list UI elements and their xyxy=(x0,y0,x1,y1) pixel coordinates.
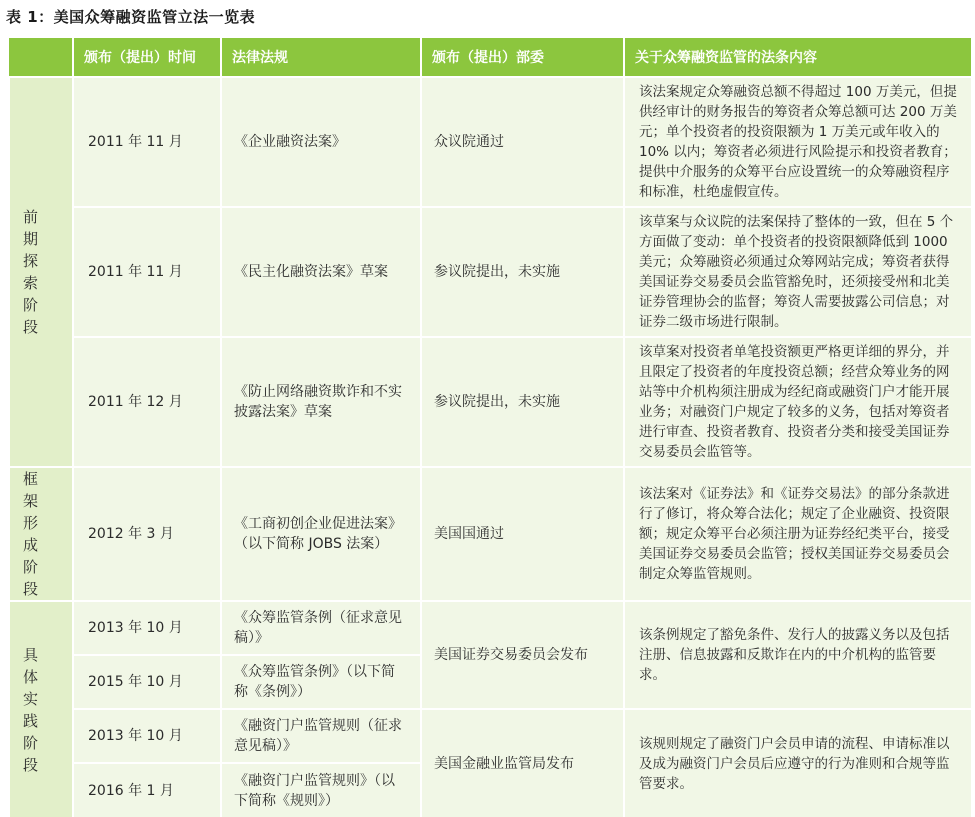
law-cell: 《众筹监管条例（征求意见稿）》 xyxy=(221,601,421,655)
table-row xyxy=(9,207,971,337)
stage-cell-practice xyxy=(9,601,73,817)
table-row xyxy=(9,467,971,601)
legislation-table xyxy=(8,38,971,817)
law-cell: 《融资门户监管规则（征求意见稿）》 xyxy=(221,709,421,763)
time-cell: 2011 年 12 月 xyxy=(73,337,221,467)
law-cell: 《工商初创企业促进法案》（以下简称 JOBS 法案） xyxy=(221,467,421,601)
header-stage xyxy=(9,38,73,77)
table-header-row xyxy=(9,38,971,77)
content-cell: 该草案与众议院的法案保持了整体的一致，但在 5 个方面做了变动：单个投资者的投资限额降低到 1000 美元；众筹融资必须通过众筹网站完成；筹资者获得美国证券交易委员会监管豁免时，还须接受州和北美证券管理协会的监督；筹资人需要披露公司信息；对证券二级市场进行限制。 xyxy=(624,207,971,337)
header-time: 颁布（提出）时间 xyxy=(73,38,221,77)
table-row xyxy=(9,77,971,207)
time-cell: 2016 年 1 月 xyxy=(73,763,221,817)
time-cell: 2015 年 10 月 xyxy=(73,655,221,709)
content-cell: 该草案对投资者单笔投资额更严格更详细的界分，并且限定了投资者的年度投资总额；经营众筹业务的网站等中介机构须注册成为经纪商或融资门户才能开展业务；对融资门户规定了较多的义务，包括对筹资者进行审查、投资者教育、投资者分类和接受美国证券交易委员会监管等。 xyxy=(624,337,971,467)
time-cell: 2011 年 11 月 xyxy=(73,77,221,207)
stage-cell-framework xyxy=(9,467,73,601)
stage-label: 前期探索阶段 xyxy=(23,208,43,336)
table-row xyxy=(9,709,971,763)
header-dept: 颁布（提出）部委 xyxy=(421,38,624,77)
table-title: 表 1：美国众筹融资监管立法一览表 xyxy=(6,8,256,26)
content-cell: 该法案规定众筹融资总额不得超过 100 万美元，但提供经审计的财务报告的筹资者众筹总额可达 200 万美元；单个投资者的投资限额为 1 万美元或年收入的 10% 以内；筹资者必须进行风险提示和投资者教育；提供中介服务的众筹平台应设置统一的众筹融资程序和标准，杜绝虚假宣传。 xyxy=(624,77,971,207)
time-cell: 2011 年 11 月 xyxy=(73,207,221,337)
dept-cell: 美国证券交易委员会发布 xyxy=(421,601,624,709)
law-cell: 《民主化融资法案》草案 xyxy=(221,207,421,337)
table-row xyxy=(9,601,971,655)
content-cell: 该法案对《证券法》和《证券交易法》的部分条款进行了修订，将众筹合法化；规定了企业融资、投资限额；规定众筹平台必须注册为证券经纪类平台，接受美国证券交易委员会监管；授权美国证券交易委员会制定众筹监管规则。 xyxy=(624,467,971,601)
dept-cell: 美国金融业监管局发布 xyxy=(421,709,624,817)
content-cell: 该规则规定了融资门户会员申请的流程、申请标准以及成为融资门户会员后应遵守的行为准则和合规等监管要求。 xyxy=(624,709,971,817)
law-cell: 《防止网络融资欺诈和不实披露法案》草案 xyxy=(221,337,421,467)
dept-cell: 众议院通过 xyxy=(421,77,624,207)
time-cell: 2013 年 10 月 xyxy=(73,601,221,655)
stage-label: 具体实践阶段 xyxy=(23,645,43,774)
dept-cell: 参议院提出，未实施 xyxy=(421,337,624,467)
header-law: 法律法规 xyxy=(221,38,421,77)
time-cell: 2013 年 10 月 xyxy=(73,709,221,763)
stage-label: 框架形成阶段 xyxy=(23,470,43,598)
dept-cell: 美国国通过 xyxy=(421,467,624,601)
law-cell: 《企业融资法案》 xyxy=(221,77,421,207)
table-row xyxy=(9,337,971,467)
time-cell: 2012 年 3 月 xyxy=(73,467,221,601)
law-cell: 《众筹监管条例》（以下简称《条例》） xyxy=(221,655,421,709)
header-content: 关于众筹融资监管的法条内容 xyxy=(624,38,971,77)
law-cell: 《融资门户监管规则》（以下简称《规则》） xyxy=(221,763,421,817)
content-cell: 该条例规定了豁免条件、发行人的披露义务以及包括注册、信息披露和反欺诈在内的中介机构的监管要求。 xyxy=(624,601,971,709)
stage-cell-early xyxy=(9,77,73,467)
dept-cell: 参议院提出，未实施 xyxy=(421,207,624,337)
